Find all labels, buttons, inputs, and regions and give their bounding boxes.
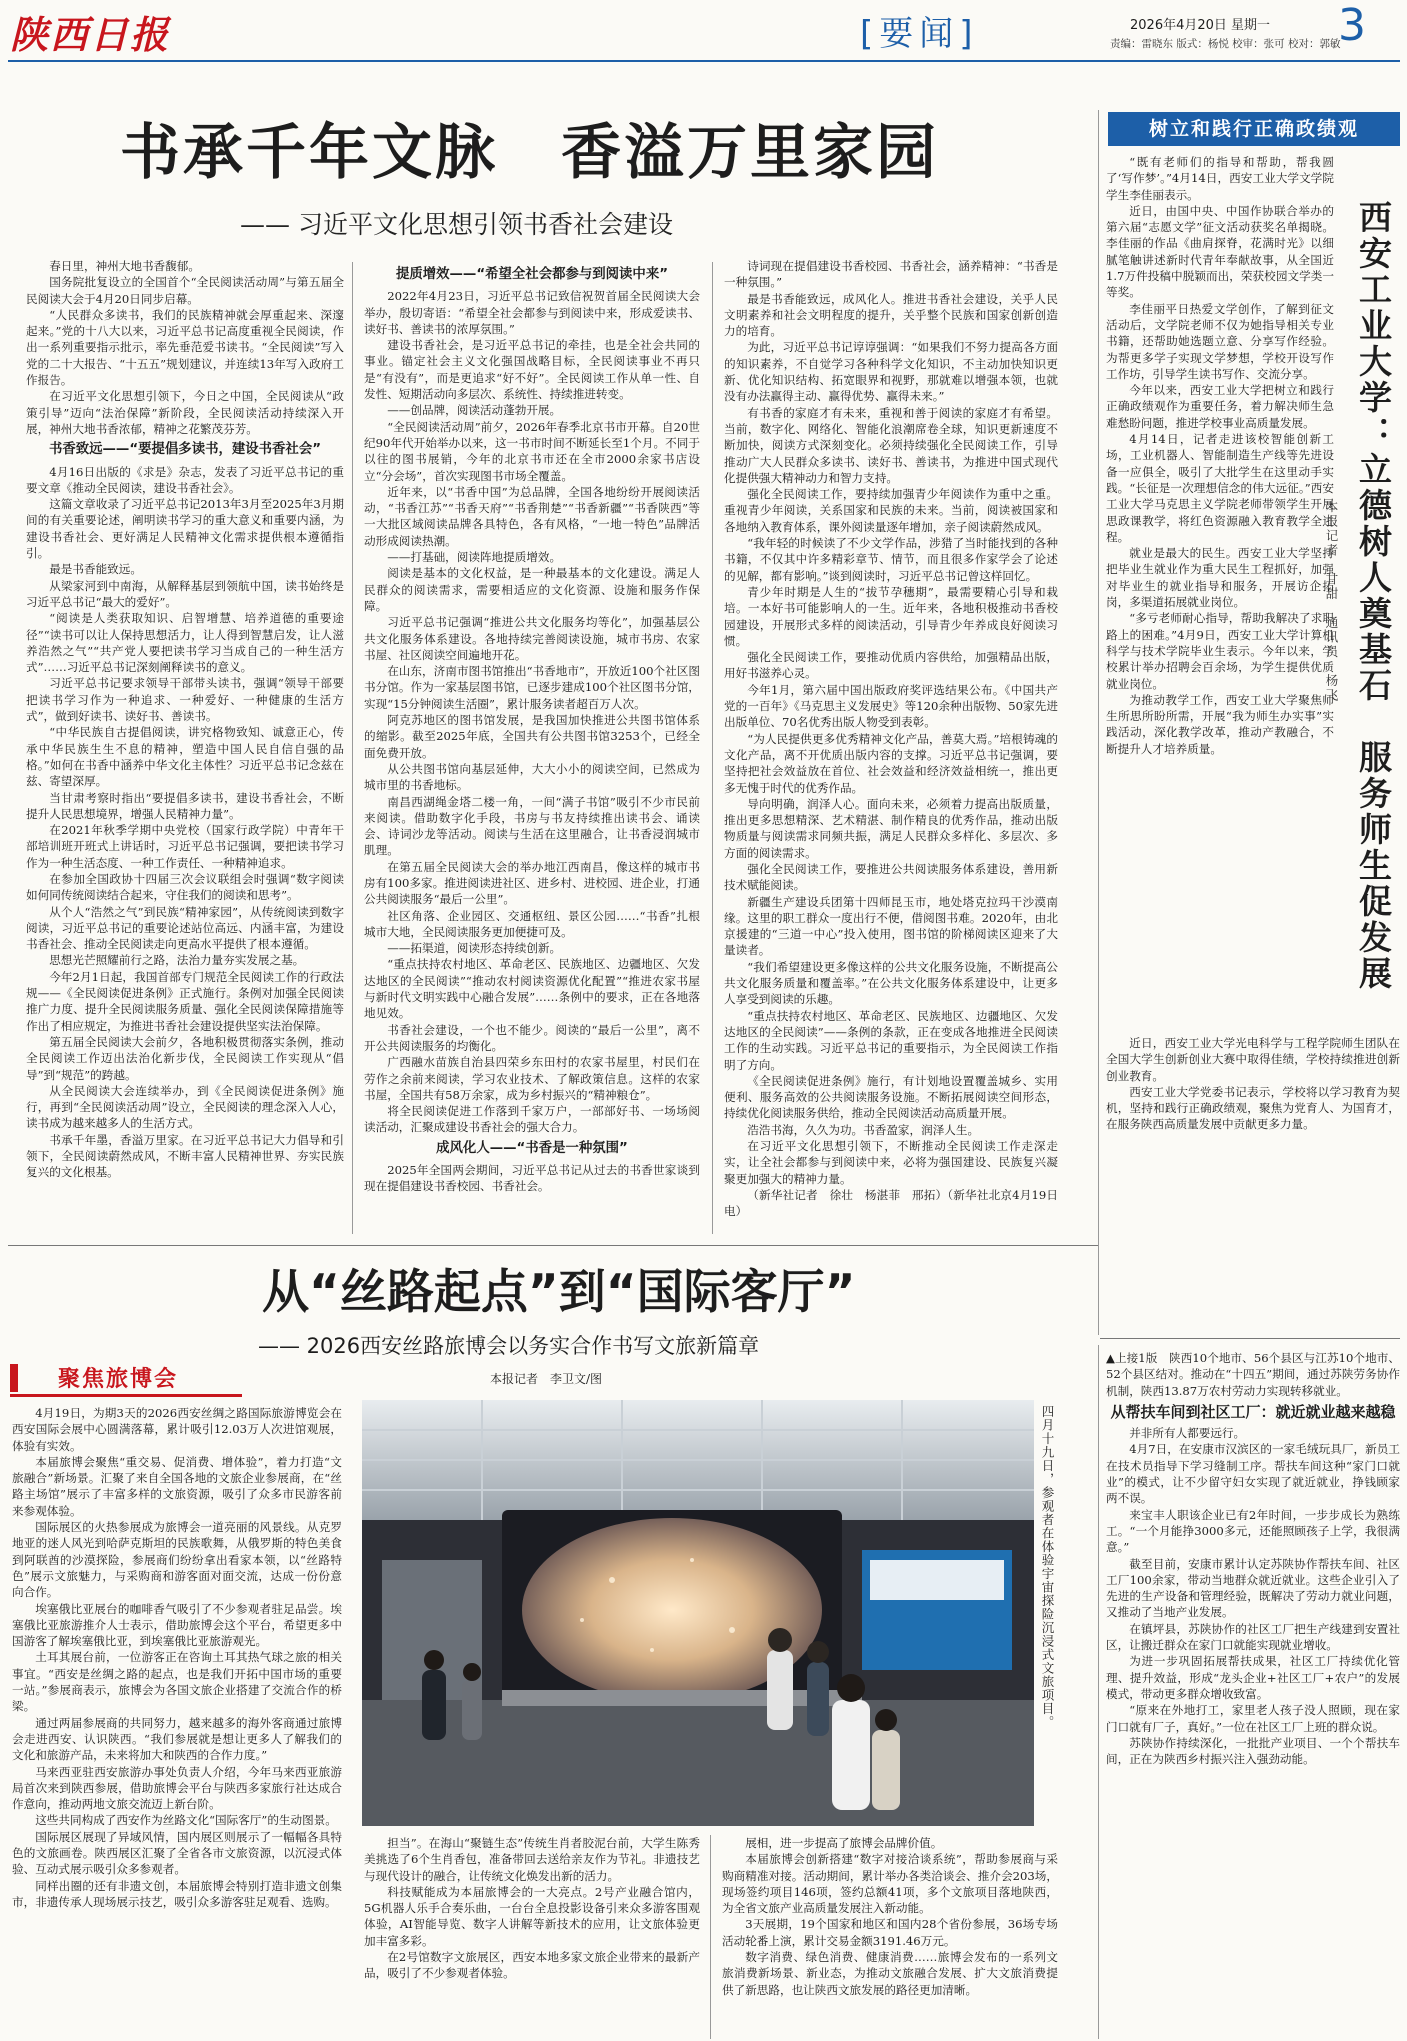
article-paragraph: “重点扶持农村地区、革命老区、民族地区、边疆地区、欠发达地区的全民阅读”——条例的条款，正在变成各地推进全民阅读工作的生动实践。习近平总书记的重要指示，为全民阅读工作指明了方向。 — [724, 1008, 1058, 1072]
article-paragraph: 4月19日，为期3天的2026西安丝绸之路国际旅游博览会在西安国际会展中心圆满落幕，累计吸引12.03万人次进馆观展，体验有实效。 — [12, 1406, 342, 1453]
article-paragraph: “人民群众多读书，我们的民族精神就会厚重起来、深邃起来。”党的十八大以来，习近平总书记高度重视全民阅读，作出一系列重要指示批示，率先垂范爱书读书。“全民阅读”写入党的二十大报告、“十五五”规划建议，并连续13年写入政府工作报告。 — [26, 307, 344, 388]
masthead-rule — [8, 60, 1400, 62]
article-paragraph: 最是书香能致远。 — [49, 562, 142, 577]
article-subheading: 书香致远——“要提倡多读书，建设书香社会” — [48, 442, 322, 458]
bracket-right: ] — [959, 14, 979, 54]
article-paragraph: 建设书香社会，是习近平总书记的牵挂，也是全社会共同的事业。锚定社会主义文化强国战略目标，全民阅读事业不再只是“有没有”，而是更追求“好不好”。全民阅读工作从单一性、自发性、短期活动向多层次、系统性、持续推进转变。 — [364, 338, 700, 402]
article-paragraph: 国际展区的火热参展成为旅博会一道亮丽的风景线。从克罗地亚的迷人风光到哈萨克斯坦的民族歌舞，从俄罗斯的特色美食到阿联酋的沙漠探险，参展商们纷纷拿出看家本领，以“丝路特色”展示文旅魅力，与采购商和游客面对面交流，达成一份份意向合作。 — [12, 1520, 342, 1600]
article-paragraph: 4月7日，在安康市汉滨区的一家毛绒玩具厂，新员工在技术员指导下学习缝制工序。帮扶车间这种“家门口就业”的模式，让不少留守妇女实现了就近就业，挣钱顾家两不误。 — [1106, 1442, 1400, 1506]
expo-photo — [362, 1400, 1034, 1826]
continued-subheadline: 从帮扶车间到社区工厂：就近就业越来越稳 — [1110, 1402, 1396, 1421]
continued-body — [1106, 1425, 1400, 1767]
article-paragraph: 在镇坪县，苏陕协作的社区工厂把生产线建到安置社区，让搬迁群众在家门口就能实现就业增收。 — [1106, 1621, 1400, 1653]
article-paragraph: 今年1月，第六届中国出版政府奖评选结果公布。《中国共产党的一百年》《马克思主义发展史》等120余种出版物、50家先进出版单位、70名优秀出版人物受到表彰。 — [724, 682, 1058, 730]
column-divider — [1098, 1345, 1099, 2039]
article-paragraph: 担当”。在海山“聚链生态”传统生肖者胶泥台前，大学生陈秀美挑选了6个生肖香包，准备带回去送给亲友作为节礼。非遗技艺与现代设计的融合，让传统文化焕发出新的活力。 — [364, 1836, 700, 1883]
bracket-left: [ — [860, 14, 880, 54]
article-paragraph: 在习近平文化思想引领下，今日之中国，全民阅读从“政策引导”迈向“法治保障”新阶段，全民阅读活动持续深入开展，神州大地书香浓郁，精神之花繁茂芬芳。 — [26, 389, 344, 436]
story2-middle-column-1 — [364, 1835, 700, 2039]
article-paragraph: 就业是最大的民生。西安工业大学坚持把毕业生就业作为重大民生工程抓好，加强对毕业生的就业指导和服务，开展访企拓岗，多渠道拓展就业岗位。 — [1106, 546, 1334, 610]
article-paragraph: 思想光芒照耀前行之路，法治力量夯实发展之基。 — [49, 953, 305, 968]
article-paragraph: “原来在外地打工，家里老人孩子没人照顾，现在家门口就有厂子，真好。”一位在社区工厂上班的群众说。 — [1106, 1703, 1400, 1734]
story2-middle-column-2 — [722, 1835, 1058, 2039]
article-paragraph: 3天展期，19个国家和地区和国内28个省份参展，36场专场活动轮番上演，累计交易金额3191.46万元。 — [722, 1917, 1058, 1948]
sidebar-column-header: 树立和践行正确政绩观 — [1108, 112, 1400, 146]
article-paragraph: 在2021年秋季学期中央党校（国家行政学院）中青年干部培训班开班式上讲话时，习近平总书记强调，要把读书学习作为一种生活态度、一种工作责任、一种精神追求。 — [26, 823, 344, 870]
article-paragraph: “既有老师们的指导和帮助，帮我圆了‘写作梦’。”4月14日，西安工业大学文学院学生李佳丽表示。 — [1106, 155, 1334, 202]
article-subheading: 提质增效——“希望全社会都参与到阅读中来” — [395, 267, 669, 282]
article-paragraph: 同样出圈的还有非遗文创，本届旅博会特别打造非遗文创集市，非遗传承人现场展示技艺，吸引众多游客驻足观看、选购。 — [12, 1878, 342, 1909]
article-paragraph: 近日，西安工业大学光电科学与工程学院师生团队在全国大学生创新创业大赛中取得佳绩，学校持续推进创新创业教育。 — [1106, 1036, 1400, 1083]
article-paragraph: 本届旅博会创新搭建“数字对接洽谈系统”，帮助参展商与采购商精准对接。活动期间，累计举办各类洽谈会、推介会203场，现场签约项目146项，签约总额41项，多个文旅项目落地陕西，为全省文旅产业高质量发展注入新动能。 — [722, 1852, 1058, 1916]
newspaper-logo: 陕西日报 — [10, 12, 171, 57]
article-paragraph: 最是书香能致远，成风化人。推进书香社会建设，关乎人民文明素养和社会文明程度的提升，关乎整个民族和国家创新创造力的培育。 — [724, 291, 1058, 339]
column-divider — [712, 262, 713, 1234]
article-column-1 — [26, 258, 344, 1238]
article-paragraph: 强化全民阅读工作，要持续加强青少年阅读作为重中之重。重视青少年阅读，关系国家和民族的未来。当前，阅读被国家和各地纳入教育体系，课外阅读量逐年增加，亲子阅读蔚然成风。 — [724, 487, 1058, 534]
article-column-3 — [724, 258, 1058, 1238]
photo-caption: 四月十九日，参观者在体验宇宙探险沉浸式文旅项目。 — [1040, 1405, 1055, 1729]
article-paragraph: 社区角落、企业园区、交通枢纽、景区公园……“书香”扎根城市大地，全民阅读服务更加便捷可及。 — [364, 908, 700, 939]
editor-credits: 责编：雷晓东 版式：杨悦 校审：张可 校对：郭敏 — [1110, 38, 1341, 50]
page-number: 3 — [1338, 0, 1366, 51]
article-paragraph: 在2号馆数字文旅展区，西安本地多家文旅企业带来的最新产品，吸引了不少参观者体验。 — [364, 1950, 700, 1981]
article-paragraph: “我年轻的时候读了不少文学作品，涉猎了当时能找到的各种书籍，不仅其中许多精彩章节、情节，而且很多作家学会了论述的见解，都有影响。”谈到阅读时，习近平总书记曾这样回忆。 — [724, 536, 1058, 583]
section-separator — [1100, 1338, 1400, 1339]
article-paragraph: 青少年时期是人生的“拔节孕穗期”，最需要精心引导和栽培。一本好书可能影响人的一生。近年来，各地积极推动书香校园建设，开展形式多样的阅读活动，引导青少年养成良好阅读习惯。 — [724, 584, 1058, 648]
article-paragraph: 《全民阅读促进条例》施行，有计划地设置覆盖城乡、实用便利、服务高效的公共阅读服务设施。不断拓展阅读空间形态，持续优化阅读服务供给，推动全民阅读活动高质量开展。 — [724, 1073, 1058, 1121]
article-paragraph: 今年2月1日起，我国首部专门规范全民阅读工作的行政法规——《全民阅读促进条例》正式施行。条例对加强全民阅读推广力度、提升全民阅读服务质量、强化全民阅读保障措施等作出了相应规定，为推进书香社会建设提供坚实法治保障。 — [26, 969, 344, 1033]
section-label: 要闻 — [879, 14, 960, 54]
article-paragraph: 阅读是基本的文化权益，是一种最基本的文化建设。满足人民群众的阅读需求，需要相适应的文化资源、设施和服务作保障。 — [364, 566, 700, 613]
article-paragraph: 强化全民阅读工作，要推动优质内容供给，加强精品出版，用好书滋养心灵。 — [724, 650, 1058, 681]
article-paragraph: 当甘肃考察时指出“要提倡多读书，建设书香社会，不断提升人民思想境界，增强人民精神力量”。 — [26, 790, 344, 821]
article-paragraph: “全民阅读活动周”前夕，2026年春季北京书市开幕。自20世纪90年代开始举办以来，这一书市时间不断延长至1个月。不同于以往的图书展销，今年的北京书市还在全市2000余家书店设立“分会场”，首次实现图书市场全覆盖。 — [364, 419, 700, 483]
expo-photo-image — [362, 1400, 1034, 1826]
article-paragraph: 南昌西湖绳金塔二楼一角，一间“满子书馆”吸引不少市民前来阅读。借助数字化手段，书房与书友持续推出读书会、诵读会、诗词沙龙等活动。阅读与生活在这里融合，让书香浸润城市肌理。 — [364, 794, 700, 858]
article-paragraph: 新疆生产建设兵团第十四师昆玉市，地处塔克拉玛干沙漠南缘。这里的职工群众一度出行不便，借阅图书难。2020年，由北京援建的“三道一中心”投入使用，图书馆的阶梯阅读区迎来了大量读者。 — [724, 894, 1058, 958]
main-headline: 书承千年文脉 香溢万里家园 — [120, 118, 939, 188]
article-paragraph: 有书香的家庭才有未来，重视和善于阅读的家庭才有希望。当前，数字化、网络化、智能化浪潮席卷全球，知识更新速度不断加快，阅读方式深刻变化。必须持续强化全民阅读工作，引导推动广大人民群众多读书、读好书、善读书，为推进中国式现代化提供强大精神动力和智力支持。 — [724, 405, 1058, 485]
article-paragraph: 这篇文章收录了习近平总书记2013年3月至2025年3月期间的有关重要论述，阐明读书学习的重大意义和重要内涵，为建设书香社会、更好满足人民精神文化需求提供根本遵循指引。 — [26, 497, 344, 561]
topic-tag — [10, 1360, 242, 1397]
article-paragraph: 4月16日出版的《求是》杂志，发表了习近平总书记的重要文章《推动全民阅读，建设书香社会》。 — [26, 464, 344, 495]
article-paragraph: 通过两届参展商的共同努力，越来越多的海外客商通过旅博会走进西安、认识陕西。“我们参展就是想让更多人了解我们的文化和旅游产品，未来将加大和陕西的合作力度。” — [12, 1715, 342, 1763]
article-paragraph: 为此，习近平总书记谆谆强调：“如果我们不努力提高各方面的知识素养，不自觉学习各种科学文化知识，不主动加快知识更新、优化知识结构、拓宽眼界和视野，那就难以增强本领，也就没有办法赢得主动、赢得优势、赢得未来。” — [724, 340, 1058, 404]
article-paragraph: “重点扶持农村地区、革命老区、民族地区、边疆地区、欠发达地区的全民阅读”“推动农村阅读资源优化配置”“推进农家书屋与新时代文明实践中心融合发展”……条例中的要求，正在各地落地见效。 — [364, 957, 700, 1021]
article-paragraph: 马来西亚驻西安旅游办事处负责人介绍，今年马来西亚旅游局首次来到陕西参展，借助旅博会平台与陕西多家旅行社达成合作意向，推动两地文旅交流迈上新台阶。 — [12, 1764, 342, 1812]
column-divider — [352, 262, 353, 1234]
story2-headline: 从“丝路起点”到“国际客厅” — [262, 1265, 856, 1320]
article-paragraph: 这些共同构成了西安作为丝路文化“国际客厅”的生动图景。 — [35, 1813, 337, 1828]
article-paragraph: 春日里，神州大地书香馥郁。 — [49, 259, 200, 273]
article-paragraph: 4月14日，记者走进该校智能创新工场，工业机器人、智能制造生产线等先进设备一应俱全，吸引了大批学生在这里动手实践。“长征是一次理想信念的伟大远征。”西安工业大学马克思主义学院老师带领学生开展思政课教学，将红色资源融入教育教学全过程。 — [1106, 432, 1334, 544]
article-paragraph: 第五届全民阅读大会前夕，各地积极贯彻落实条例，推动全民阅读工作迈出法治化新步伐，全民阅读工作实现从“倡导”到“规范”的跨越。 — [26, 1034, 344, 1082]
article-paragraph: 本届旅博会聚焦“重交易、促消费、增体验”，着力打造“文旅融合”新场景。汇聚了来自全国各地的文旅企业参展商，在“丝路主场馆”展示了丰富多样的文旅资源，吸引了众多市民游客前来参观体验。 — [12, 1454, 342, 1518]
article-paragraph: 为进一步巩固拓展帮扶成果，社区工厂持续优化管理、提升效益，形成“龙头企业+社区工厂+农户”的发展模式，带动更多群众增收致富。 — [1106, 1654, 1400, 1701]
topic-tag-label: 聚焦旅博会 — [58, 1367, 179, 1392]
article-paragraph: ——打基础，阅读阵地提质增效。 — [387, 550, 562, 565]
article-paragraph: “为人民提供更多优秀精神文化产品，善莫大焉。”培根铸魂的文化产品，离不开优质出版内容的支撑。习近平总书记强调，要坚持把社会效益放在首位、社会效益和经济效益相统一，推出更多无愧于时代的优秀作品。 — [724, 731, 1058, 795]
article-paragraph: 李佳丽平日热爱文学创作，了解到征文活动后，文学院老师不仅为她指导相关专业书籍，还帮助她选题立意、分享写作经验。为帮更多学子实现文学梦想，学校开设写作工作坊，引导学生读书写作、交流分享。 — [1106, 301, 1334, 381]
article-paragraph: 科技赋能成为本届旅博会的一大亮点。2号产业融合馆内，5G机器人乐手合奏乐曲，一台台全息投影设备引来众多游客围观体验，AI智能导览、数字人讲解等新技术的应用，让文旅体验更加丰富多彩。 — [364, 1884, 700, 1948]
article-paragraph: 浩浩书海，久久为功。书香盈家，润泽人生。 — [747, 1122, 980, 1137]
article-column-2 — [364, 262, 700, 1238]
story2-byline: 本报记者 李卫文/图 — [490, 1372, 603, 1386]
article-paragraph: 将全民阅读促进工作落到千家万户，一部部好书、一场场阅读活动，汇聚成建设书香社会的强大合力。 — [364, 1104, 700, 1135]
article-paragraph: 2025年全国两会期间，习近平总书记从过去的书香世家谈到现在提倡建设书香校园、书香社会。 — [364, 1163, 700, 1194]
article-paragraph: 展相，进一步提高了旅博会品牌价值。 — [745, 1836, 943, 1850]
article-paragraph: 西安工业大学党委书记表示，学校将以学习教育为契机，坚持和践行正确政绩观，聚焦为党育人、为国育才，在服务陕西高质量发展中贡献更多力量。 — [1106, 1084, 1400, 1132]
article-paragraph: 在第五届全民阅读大会的举办地江西南昌，像这样的城市书房有100多家。推进阅读进社区、进乡村、进校园、进企业，打通公共阅读服务“最后一公里”。 — [364, 859, 700, 907]
article-paragraph: 土耳其展台前，一位游客正在咨询土耳其热气球之旅的相关事宜。“西安是丝绸之路的起点，也是我们开拓中国市场的重要一站。”参展商表示，旅博会为各国文旅企业搭建了交流合作的桥梁。 — [12, 1650, 342, 1714]
article-paragraph: “阅读是人类获取知识、启智增慧、培养道德的重要途径”“读书可以让人保持思想活力，让人得到智慧启发，让人滋养浩然之气”“共产党人要把读书学习当成自己的一种生活方式”……习近平总书记深刻阐释读书的意义。 — [26, 611, 344, 675]
article-paragraph: 今年以来，西安工业大学把树立和践行正确政绩观作为重要任务，着力解决师生急难愁盼问题，推进学校事业高质量发展。 — [1106, 383, 1334, 430]
article-paragraph: 埃塞俄比亚展台的咖啡香气吸引了不少参观者驻足品尝。埃塞俄比亚旅游推介人士表示，借助旅博会这个平台，希望更多中国游客了解埃塞俄比亚，到埃塞俄比亚旅游观光。 — [12, 1601, 342, 1649]
story2-subheadline: —— 2026西安丝路旅博会以务实合作书写文旅新篇章 — [258, 1334, 760, 1358]
article-paragraph: 近日，由国中央、中国作协联合举办的第六届“志愿文学”征文活动获奖名单揭晓。李佳丽的作品《曲肩探脊，花满时光》以细腻笔触讲述新时代青年奉献故事，从全国近1.7万件投稿中脱颖而出，荣获校园文学类一等奖。 — [1106, 203, 1334, 300]
article-paragraph: 在习近平文化思想引领下，不断推动全民阅读工作走深走实，让全社会都参与到阅读中来，必将为强国建设、民族复兴凝聚更加强大的精神力量。 — [724, 1139, 1058, 1186]
article-paragraph: 数字消费、绿色消费、健康消费……旅博会发布的一系列文旅消费新场景、新业态，为推动文旅融合发展、扩大文旅消费提供了新思路，也让陕西文旅发展的路径更加清晰。 — [722, 1950, 1058, 1997]
story2-left-column — [12, 1405, 342, 2037]
article-paragraph: 习近平总书记强调“推进公共文化服务均等化”，加强基层公共文化服务体系建设。各地持续完善阅读设施，城市书房、农家书屋、社区阅读空间遍地开花。 — [364, 615, 700, 662]
article-paragraph: “我们希望建设更多像这样的公共文化服务设施，不断提高公共文化服务质量和覆盖率。”在公共文化服务体系建设中，让更多人享受到阅读的乐趣。 — [724, 959, 1058, 1007]
article-paragraph: “中华民族自古提倡阅读，讲究格物致知、诚意正心，传承中华民族生生不息的精神，塑造中国人民自信自强的品格。”如何在书香中涵养中华文化主体性？习近平总书记念兹在兹、寄望深厚。 — [26, 725, 344, 789]
article-paragraph: 导向明确，润泽人心。面向未来，必须着力提高出版质量，推出更多思想精深、艺术精湛、制作精良的优秀作品，推动出版物质量与阅读需求同频共振，满足人民群众多样化、多层次、多方面的阅读需求。 — [724, 796, 1058, 860]
article-paragraph: 2022年4月23日，习近平总书记致信祝贺首届全民阅读大会举办，殷切寄语：“希望全社会都参与到阅读中来，形成爱读书、读好书、善读书的浓厚氛围。” — [364, 289, 700, 336]
article-paragraph: 习近平总书记要求领导干部带头读书，强调“领导干部要把读书学习作为一种追求、一种爱好、一种健康的生活方式”，做到好读书、读好书、善读书。 — [26, 676, 344, 724]
article-paragraph: 苏陕协作持续深化，一批批产业项目、一个个帮扶车间，正在为陕西乡村振兴注入强劲动能。 — [1106, 1735, 1400, 1767]
article-paragraph: 从个人“浩然之气”到民族“精神家园”，从传统阅读到数字阅读，习近平总书记的重要论述站位高远、内涵丰富，为建设书香社会、推动全民阅读走向更高水平提供了根本遵循。 — [26, 904, 344, 952]
article-paragraph: 广西融水苗族自治县四荣乡东田村的农家书屋里，村民们在劳作之余前来阅读，学习农业技术、了解政策信息。这样的农家书屋，全国共有58万余家，成为乡村振兴的“精神粮仓”。 — [364, 1055, 700, 1102]
article-paragraph: 书承千年墨，香溢万里家。在习近平总书记大力倡导和引领下，全民阅读蔚然成风，不断丰富人民精神世界、夯实民族复兴的文化根基。 — [26, 1132, 344, 1180]
article-paragraph: ——创品牌，阅读活动蓬勃开展。 — [387, 403, 562, 418]
issue-date: 2026年4月20日 星期一 — [1130, 18, 1271, 33]
article-paragraph: 截至目前，安康市累计认定苏陕协作帮扶车间、社区工厂100余家，带动当地群众就近就业。这些企业引入了先进的生产设备和管理经验，既解决了劳动力就业问题，又推动了当地产业发展。 — [1106, 1556, 1400, 1620]
section-separator — [8, 1245, 1098, 1246]
article-paragraph: 诗词现在提倡建设书香校园、书香社会，涵养精神：“书香是一种氛围。” — [724, 259, 1058, 290]
article-paragraph: 阿克苏地区的图书馆发展，是我国加快推进公共图书馆体系的缩影。截至2025年底，全国共有公共图书馆3253个，已经全面免费开放。 — [364, 713, 700, 760]
article-subheading: 成风化人——“书香是一种氛围” — [436, 1140, 628, 1156]
article-paragraph: 强化全民阅读工作，要推进公共阅读服务体系建设，善用新技术赋能阅读。 — [724, 861, 1058, 893]
column-divider — [710, 1835, 711, 2039]
article-paragraph: 在参加全国政协十四届三次会议联组会时强调“数字阅读如何同传统阅读结合起来，守住我们的阅读和思考”。 — [26, 871, 344, 903]
section-title — [860, 6, 979, 55]
article-paragraph: 从公共图书馆向基层延伸，大大小小的阅读空间，已然成为城市里的书香地标。 — [364, 761, 700, 793]
continued-intro: ▲上接1版 陕西10个地市、56个县区与江苏10个地市、52个县区结对。推动在“十四五”期间，通过苏陕劳务协作机制，陕西13.87万农村劳动力实现转移就业。 — [1106, 1351, 1400, 1398]
article-paragraph: “多亏老师耐心指导，帮助我解决了求职路上的困难。”4月9日，西安工业大学计算机科学与技术学院毕业生表示。今年以来，学校累计举办招聘会百余场，为学生提供优质就业岗位。 — [1106, 611, 1334, 691]
sidebar-article-text-lower — [1106, 1035, 1400, 1335]
tag-bar — [10, 1364, 18, 1392]
continued-article-column — [1106, 1350, 1400, 2038]
article-paragraph: 从全民阅读大会连续举办，到《全民阅读促进条例》施行，再到“全民阅读活动周”设立，全民阅读的理念深入人心，读书成为越来越多人的生活方式。 — [26, 1083, 344, 1131]
main-subheadline: —— 习近平文化思想引领书香社会建设 — [240, 210, 673, 239]
article-paragraph: 国际展区展现了异域风情，国内展区则展示了一幅幅各具特色的文旅画卷。陕西展区汇聚了全省各市文旅资源，以沉浸式体验、互动式展示吸引众多参观者。 — [12, 1829, 342, 1877]
sidebar-vertical-title: 西安工业大学：立德树人奠基石 服务师生促发展 — [1354, 200, 1393, 992]
article-paragraph: ——拓渠道，阅读形态持续创新。 — [387, 941, 562, 956]
article-paragraph: 国务院批复设立的全国首个“全民阅读活动周”与第五届全民阅读大会于4月20日同步启幕。 — [26, 275, 344, 306]
article-paragraph: 从梁家河到中南海，从解释基层到领航中国，读书始终是习近平总书记“最大的爱好”。 — [26, 578, 344, 609]
article-paragraph: 为推动教学工作，西安工业大学聚焦师生所思所盼所需，开展“我为师生办实事”实践活动，深化教学改革，推动产教融合，不断提升人才培养质量。 — [1106, 692, 1334, 756]
article-paragraph: （新华社记者 徐壮 杨湛菲 邢拓）（新华社北京4月19日电） — [724, 1187, 1058, 1219]
article-paragraph: 近年来，以“书香中国”为总品牌，全国各地纷纷开展阅读活动，“书香江苏”“书香天府”“书香荆楚”“书香新疆”“书香陕西”等一大批区域阅读品牌各具特色，各有风格，“一地一特色”品牌活动形成阅读热潮。 — [364, 484, 700, 548]
sidebar-byline: 本报记者 甘甜 通讯员 杨飞 — [1324, 500, 1339, 703]
article-paragraph: 在山东，济南市图书馆推出“书香地市”，开放近100个社区图书分馆。作为一家基层图书馆，已逐步建成100个社区图书分馆，实现“15分钟阅读生活圈”，累计服务读者超百万人次。 — [364, 664, 700, 711]
article-paragraph: 书香社会建设，一个也不能少。阅读的“最后一公里”，离不开公共阅读服务的均衡化。 — [364, 1022, 700, 1053]
article-paragraph: 并非所有人都要远行。 — [1129, 1426, 1246, 1441]
sidebar-divider — [1098, 110, 1099, 1335]
article-paragraph: 来宝丰人职该企业已有2年时间，一步步成长为熟练工。“一个月能挣3000多元，还能照顾孩子上学，我很满意。” — [1106, 1507, 1400, 1555]
